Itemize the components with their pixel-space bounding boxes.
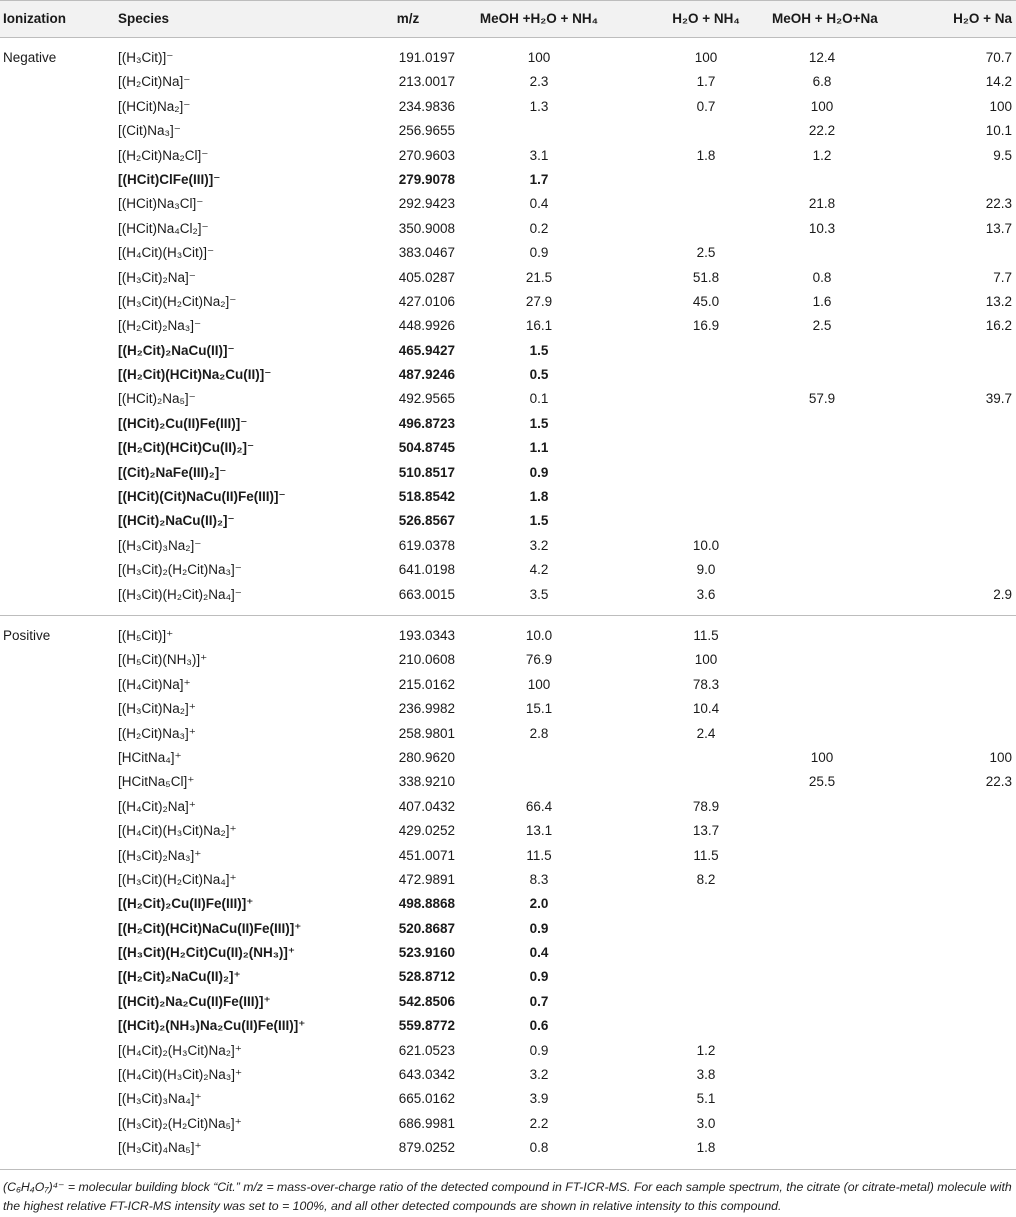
ionization-cell: Positive — [3, 627, 51, 643]
negative-section — [0, 46, 1016, 607]
meoh-nh4-cell: 4.2 — [529, 562, 549, 578]
h2o-na-cell: 14.2 — [985, 74, 1012, 90]
meoh-na-cell: 12.4 — [808, 50, 836, 65]
meoh-na-cell: 21.8 — [808, 196, 836, 212]
table-row — [0, 990, 1016, 1014]
species-cell: [(HCit)Na₄Cl₂]⁻ — [118, 220, 209, 236]
mz-cell: 258.9801 — [398, 725, 455, 741]
meoh-nh4-cell: 0.9 — [529, 1042, 549, 1058]
species-cell: [(HCit)₂NaCu(II)₂]⁻ — [118, 513, 235, 529]
h2o-nh4-cell: 0.7 — [696, 98, 716, 114]
header-meoh-nh4: MeOH +H₂O + NH₄ — [479, 11, 599, 26]
mz-cell: 193.0343 — [398, 627, 455, 643]
mz-cell: 256.9655 — [398, 123, 455, 139]
table-row — [0, 1014, 1016, 1038]
species-cell: [(H₃Cit)(H₂Cit)₂Na₄]⁻ — [118, 586, 242, 602]
meoh-na-cell: 100 — [810, 98, 834, 114]
mz-cell: 405.0287 — [398, 269, 455, 285]
table-row — [0, 485, 1016, 509]
header-mz: m/z — [396, 11, 420, 26]
table-row — [0, 70, 1016, 94]
table-row — [0, 795, 1016, 819]
section-divider — [0, 607, 1016, 616]
mz-cell: 427.0106 — [398, 293, 455, 309]
species-cell: [(HCit)ClFe(III)]⁻ — [118, 171, 221, 187]
species-cell: [HCitNa₄]⁺ — [118, 749, 182, 765]
table-row — [0, 290, 1016, 314]
mz-cell: 619.0378 — [398, 537, 455, 553]
mz-cell: 641.0198 — [398, 562, 455, 578]
mz-cell: 451.0071 — [398, 847, 455, 863]
header-ionization: Ionization — [3, 11, 66, 26]
meoh-nh4-cell: 1.5 — [529, 513, 549, 529]
meoh-na-cell: 10.3 — [808, 220, 836, 236]
species-cell: [(Cit)₂NaFe(III)₂]⁻ — [118, 464, 227, 480]
h2o-na-cell: 2.9 — [993, 586, 1012, 602]
h2o-nh4-cell: 11.5 — [693, 627, 719, 643]
meoh-nh4-cell: 27.9 — [525, 293, 553, 309]
table-row — [0, 241, 1016, 265]
table-row — [0, 673, 1016, 697]
h2o-nh4-cell: 78.9 — [692, 798, 720, 814]
mz-cell: 487.9246 — [398, 367, 455, 383]
table-row — [0, 917, 1016, 941]
meoh-nh4-cell: 3.1 — [529, 147, 549, 163]
mz-cell: 210.0608 — [398, 652, 455, 668]
meoh-na-cell: 22.2 — [808, 123, 836, 139]
mz-cell: 191.0197 — [398, 50, 455, 65]
meoh-nh4-cell: 2.3 — [529, 74, 549, 90]
species-cell: [(HCit)(Cit)NaCu(II)Fe(III)]⁻ — [118, 489, 286, 505]
mz-cell: 523.9160 — [398, 945, 455, 961]
mz-cell: 621.0523 — [398, 1042, 455, 1058]
meoh-na-cell: 6.8 — [812, 74, 832, 90]
table-row — [0, 46, 1016, 70]
species-cell: [(H₂Cit)Na]⁻ — [118, 74, 191, 90]
table-header — [0, 0, 1016, 38]
species-cell: [(HCit)Na₂]⁻ — [118, 98, 191, 114]
species-cell: [(HCit)₂(NH₃)Na₂Cu(II)Fe(III)]⁺ — [118, 1018, 306, 1034]
meoh-nh4-cell: 0.9 — [529, 464, 549, 480]
mz-cell: 338.9210 — [398, 774, 455, 790]
mz-cell: 686.9981 — [398, 1115, 455, 1131]
species-cell: [(H₂Cit)(HCit)Cu(II)₂]⁻ — [118, 440, 255, 456]
table-row — [0, 624, 1016, 648]
meoh-nh4-cell: 2.0 — [529, 896, 549, 912]
species-cell: [(H₃Cit)]⁻ — [118, 50, 174, 65]
mz-cell: 526.8567 — [398, 513, 455, 529]
table-row — [0, 363, 1016, 387]
meoh-na-cell: 2.5 — [812, 318, 832, 334]
meoh-nh4-cell: 13.1 — [525, 823, 553, 839]
table-footnote: (C₆H₄O₇)⁴⁻ = molecular building block “Cit.” m/z = mass-over-charge ratio of the detected compound in FT-ICR-MS. For each sample spectrum, the citrate (or citrate-metal) molecule with the highest relative FT-ICR-MS intensity was set to = 100%, and all other detected compounds are shown in relative intensity to this compound. — [0, 1169, 1016, 1216]
mz-cell: 472.9891 — [398, 871, 455, 887]
mz-cell: 879.0252 — [398, 1140, 455, 1156]
h2o-na-cell: 100 — [989, 98, 1012, 114]
species-cell: [(H₄Cit)(H₃Cit)]⁻ — [118, 245, 215, 261]
table-row — [0, 144, 1016, 168]
table-row — [0, 1112, 1016, 1136]
mz-cell: 213.0017 — [398, 74, 455, 90]
table-row — [0, 558, 1016, 582]
mz-cell: 510.8517 — [398, 464, 455, 480]
species-cell: [(H₃Cit)₂(H₂Cit)Na₃]⁻ — [118, 562, 242, 578]
table-row — [0, 461, 1016, 485]
h2o-nh4-cell: 10.0 — [692, 537, 720, 553]
h2o-nh4-cell: 9.0 — [696, 562, 716, 578]
mz-cell: 542.8506 — [398, 993, 455, 1009]
table-row — [0, 697, 1016, 721]
table-row — [0, 1039, 1016, 1063]
h2o-nh4-cell: 45.0 — [692, 293, 720, 309]
mz-cell: 663.0015 — [398, 586, 455, 602]
h2o-na-cell: 7.7 — [993, 269, 1012, 285]
meoh-nh4-cell: 0.5 — [529, 367, 549, 383]
meoh-nh4-cell: 1.5 — [529, 342, 549, 358]
meoh-nh4-cell: 8.3 — [529, 871, 549, 887]
table-row — [0, 192, 1016, 216]
meoh-nh4-cell: 76.9 — [525, 652, 553, 668]
h2o-na-cell: 39.7 — [985, 391, 1012, 407]
h2o-na-cell: 13.2 — [985, 293, 1012, 309]
species-cell: [(H₂Cit)Na₃]⁺ — [118, 725, 196, 741]
meoh-nh4-cell: 10.0 — [525, 627, 553, 643]
species-cell: [(H₃Cit)₂(H₂Cit)Na₅]⁺ — [118, 1115, 242, 1131]
mz-cell: 498.8868 — [398, 896, 455, 912]
meoh-nh4-cell: 3.5 — [529, 586, 549, 602]
species-cell: [(H₃Cit)₂Na]⁻ — [118, 269, 196, 285]
meoh-na-cell: 0.8 — [812, 269, 832, 285]
mz-cell: 465.9427 — [398, 342, 455, 358]
header-h2o-nh4: H₂O + NH₄ — [672, 11, 740, 26]
mz-cell: 665.0162 — [398, 1091, 455, 1107]
table-row — [0, 412, 1016, 436]
species-cell: [HCitNa₅Cl]⁺ — [118, 774, 195, 790]
species-cell: [(H₃Cit)(H₂Cit)Na₄]⁺ — [118, 871, 237, 887]
species-cell: [(H₅Cit)(NH₃)]⁺ — [118, 652, 208, 668]
h2o-nh4-cell: 1.7 — [696, 74, 716, 90]
h2o-na-cell: 100 — [989, 749, 1012, 765]
mz-cell: 492.9565 — [398, 391, 455, 407]
table-row — [0, 583, 1016, 607]
table-row — [0, 770, 1016, 794]
species-cell: [(H₃Cit)₃Na₂]⁻ — [118, 537, 202, 553]
species-cell: [(H₂Cit)₂NaCu(II)₂]⁺ — [118, 969, 241, 985]
h2o-nh4-cell: 3.6 — [696, 586, 716, 602]
mz-cell: 407.0432 — [398, 798, 455, 814]
meoh-nh4-cell: 1.1 — [529, 440, 549, 456]
species-cell: [(H₂Cit)(HCit)Na₂Cu(II)]⁻ — [118, 367, 272, 383]
species-cell: [(H₂Cit)₂NaCu(II)]⁻ — [118, 342, 235, 358]
species-cell: [(HCit)₂Na₅]⁻ — [118, 391, 196, 407]
mz-cell: 496.8723 — [398, 415, 455, 431]
species-cell: [(HCit)₂Cu(II)Fe(III)]⁻ — [118, 415, 248, 431]
meoh-nh4-cell: 0.4 — [529, 196, 549, 212]
mz-cell: 270.9603 — [398, 147, 455, 163]
table-row — [0, 534, 1016, 558]
meoh-nh4-cell: 11.5 — [526, 847, 552, 863]
table-row — [0, 648, 1016, 672]
h2o-nh4-cell: 100 — [694, 50, 718, 65]
h2o-nh4-cell: 5.1 — [696, 1091, 716, 1107]
table-row — [0, 339, 1016, 363]
species-cell: [(H₃Cit)(H₂Cit)Na₂]⁻ — [118, 293, 237, 309]
meoh-nh4-cell: 0.1 — [529, 391, 549, 407]
header-meoh-na: MeOH + H₂O+Na — [772, 11, 878, 26]
mz-cell: 520.8687 — [398, 920, 455, 936]
table-row — [0, 1087, 1016, 1111]
species-cell: [(H₂Cit)Na₂Cl]⁻ — [118, 147, 209, 163]
table-row — [0, 436, 1016, 460]
species-cell: [(HCit)₂Na₂Cu(II)Fe(III)]⁺ — [118, 993, 271, 1009]
table-row — [0, 1136, 1016, 1160]
h2o-nh4-cell: 10.4 — [692, 701, 720, 717]
h2o-na-cell: 22.3 — [985, 196, 1012, 212]
table-row — [0, 941, 1016, 965]
h2o-nh4-cell: 13.7 — [692, 823, 720, 839]
h2o-nh4-cell: 16.9 — [692, 318, 720, 334]
h2o-nh4-cell: 1.8 — [696, 1140, 716, 1156]
ionization-cell: Negative — [3, 50, 57, 65]
mz-cell: 280.9620 — [398, 749, 455, 765]
h2o-nh4-cell: 11.5 — [693, 847, 719, 863]
meoh-na-cell: 1.6 — [812, 293, 832, 309]
meoh-na-cell: 1.2 — [812, 147, 832, 163]
species-cell: [(Cit)Na₃]⁻ — [118, 123, 181, 139]
meoh-nh4-cell: 15.1 — [525, 701, 553, 717]
table-row — [0, 119, 1016, 143]
meoh-na-cell: 100 — [810, 749, 834, 765]
table-row — [0, 217, 1016, 241]
h2o-nh4-cell: 2.5 — [696, 245, 716, 261]
meoh-nh4-cell: 3.9 — [529, 1091, 549, 1107]
table-row — [0, 746, 1016, 770]
table-row — [0, 266, 1016, 290]
meoh-nh4-cell: 0.7 — [529, 993, 549, 1009]
h2o-nh4-cell: 3.0 — [696, 1115, 716, 1131]
mz-cell: 215.0162 — [398, 676, 455, 692]
table-row — [0, 722, 1016, 746]
meoh-na-cell: 25.5 — [808, 774, 836, 790]
species-cell: [(H₃Cit)Na₂]⁺ — [118, 701, 196, 717]
mz-cell: 528.8712 — [398, 969, 455, 985]
meoh-nh4-cell: 3.2 — [529, 1067, 549, 1083]
mz-cell: 279.9078 — [398, 171, 455, 187]
mz-cell: 383.0467 — [398, 245, 455, 261]
h2o-nh4-cell: 1.8 — [696, 147, 716, 163]
mz-cell: 234.9836 — [398, 98, 455, 114]
species-cell: [(H₄Cit)(H₃Cit)Na₂]⁺ — [118, 823, 237, 839]
header-species: Species — [118, 11, 170, 26]
h2o-na-cell: 10.1 — [985, 123, 1012, 139]
species-cell: [(H₄Cit)₂(H₃Cit)Na₂]⁺ — [118, 1042, 242, 1058]
meoh-nh4-cell: 2.8 — [529, 725, 549, 741]
meoh-nh4-cell: 0.8 — [529, 1140, 549, 1156]
meoh-nh4-cell: 0.2 — [529, 220, 549, 236]
mz-cell: 559.8772 — [398, 1018, 455, 1034]
meoh-nh4-cell: 3.2 — [529, 537, 549, 553]
table-row — [0, 868, 1016, 892]
species-cell: [(H₂Cit)₂Cu(II)Fe(III)]⁺ — [118, 896, 254, 912]
species-cell: [(H₄Cit)(H₃Cit)₂Na₃]⁺ — [118, 1067, 243, 1083]
table-row — [0, 509, 1016, 533]
h2o-nh4-cell: 3.8 — [696, 1067, 716, 1083]
table-row — [0, 965, 1016, 989]
h2o-nh4-cell: 8.2 — [696, 871, 716, 887]
table-row — [0, 168, 1016, 192]
meoh-na-cell: 57.9 — [808, 391, 836, 407]
table-row — [0, 314, 1016, 338]
mz-cell: 643.0342 — [398, 1067, 455, 1083]
mz-cell: 236.9982 — [398, 701, 455, 717]
meoh-nh4-cell: 66.4 — [525, 798, 553, 814]
meoh-nh4-cell: 1.5 — [529, 415, 549, 431]
meoh-nh4-cell: 1.8 — [529, 489, 549, 505]
table-row — [0, 1063, 1016, 1087]
species-cell: [(H₃Cit)₂Na₃]⁺ — [118, 847, 202, 863]
species-cell: [(H₃Cit)₃Na₄]⁺ — [118, 1091, 202, 1107]
header-h2o-na: H₂O + Na — [953, 11, 1012, 26]
table-row — [0, 819, 1016, 843]
species-cell: [(H₃Cit)(H₂Cit)Cu(II)₂(NH₃)]⁺ — [118, 945, 296, 961]
species-cell: [(H₂Cit)(HCit)NaCu(II)Fe(III)]⁺ — [118, 920, 302, 936]
h2o-nh4-cell: 100 — [694, 652, 718, 668]
table-row — [0, 892, 1016, 916]
meoh-nh4-cell: 100 — [527, 676, 551, 692]
table-row — [0, 844, 1016, 868]
meoh-nh4-cell: 0.9 — [529, 920, 549, 936]
species-cell: [(H₂Cit)₂Na₃]⁻ — [118, 318, 202, 334]
mz-cell: 518.8542 — [398, 489, 455, 505]
h2o-nh4-cell: 78.3 — [692, 676, 720, 692]
meoh-nh4-cell: 21.5 — [525, 269, 553, 285]
meoh-nh4-cell: 2.2 — [529, 1115, 549, 1131]
h2o-na-cell: 70.7 — [985, 50, 1012, 65]
h2o-na-cell: 9.5 — [993, 147, 1012, 163]
meoh-nh4-cell: 1.3 — [529, 98, 549, 114]
table-row — [0, 95, 1016, 119]
positive-section — [0, 624, 1016, 1161]
mz-cell: 350.9008 — [398, 220, 455, 236]
h2o-nh4-cell: 51.8 — [692, 269, 720, 285]
mz-cell: 448.9926 — [398, 318, 455, 334]
species-cell: [(HCit)Na₃Cl]⁻ — [118, 196, 204, 212]
species-cell: [(H₃Cit)₄Na₅]⁺ — [118, 1140, 202, 1156]
meoh-nh4-cell: 0.9 — [529, 245, 549, 261]
mz-cell: 504.8745 — [398, 440, 455, 456]
mz-cell: 429.0252 — [398, 823, 455, 839]
h2o-nh4-cell: 1.2 — [696, 1042, 716, 1058]
h2o-na-cell: 13.7 — [985, 220, 1012, 236]
meoh-nh4-cell: 0.4 — [529, 945, 549, 961]
h2o-na-cell: 16.2 — [985, 318, 1012, 334]
species-cell: [(H₅Cit)]⁺ — [118, 627, 174, 643]
meoh-nh4-cell: 16.1 — [525, 318, 553, 334]
meoh-nh4-cell: 100 — [527, 50, 551, 65]
species-cell: [(H₄Cit)₂Na]⁺ — [118, 798, 196, 814]
meoh-nh4-cell: 1.7 — [529, 171, 549, 187]
h2o-na-cell: 22.3 — [985, 774, 1012, 790]
table-row — [0, 387, 1016, 411]
species-cell: [(H₄Cit)Na]⁺ — [118, 676, 191, 692]
h2o-nh4-cell: 2.4 — [696, 725, 716, 741]
meoh-nh4-cell: 0.6 — [529, 1018, 549, 1034]
meoh-nh4-cell: 0.9 — [529, 969, 549, 985]
mz-cell: 292.9423 — [398, 196, 455, 212]
